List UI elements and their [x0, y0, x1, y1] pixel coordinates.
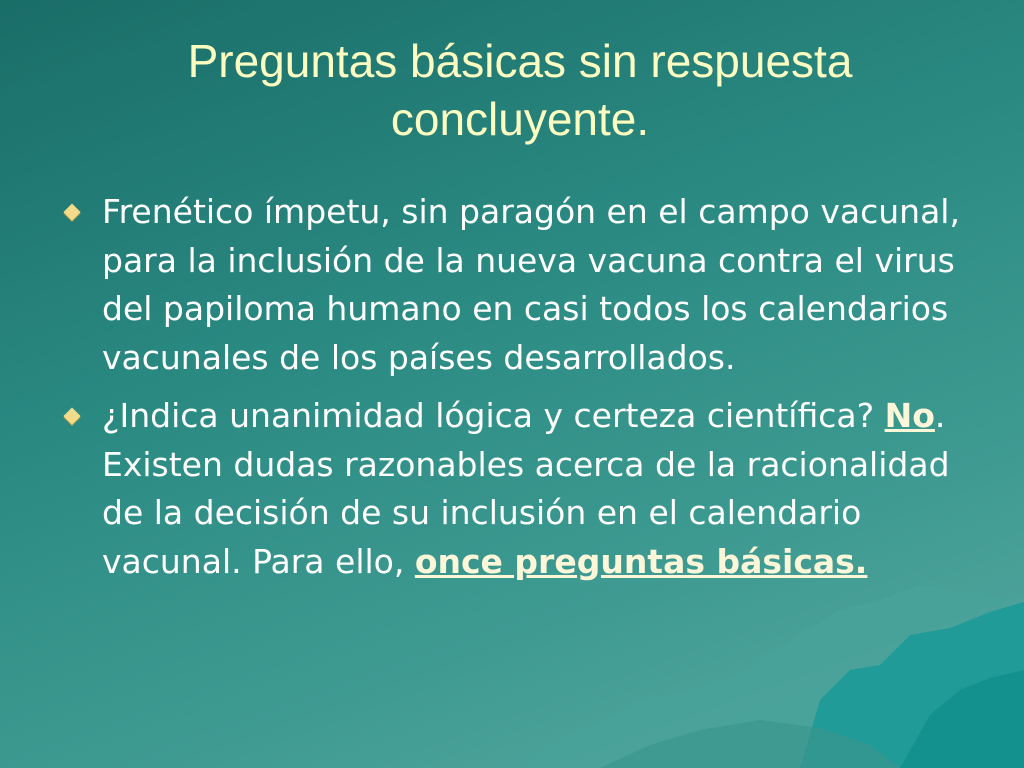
bullet-list — [60, 188, 980, 596]
bullet-text: . Existen dudas razonables acerca de la racionalidad de la decisión de su inclusión en el calendario vacunal. Para ello, — [102, 396, 950, 581]
bullet-text: Frenético ímpetu, sin paragón en el campo vacunal, para la inclusión de la nueva vacuna contra el virus del papiloma humano en casi todos los calendarios vacunales de los países desarrollados. — [102, 192, 960, 377]
diamond-bullet-icon — [64, 408, 81, 425]
bullet-item — [60, 188, 980, 382]
diamond-bullet-icon — [64, 204, 81, 221]
slide-title: Preguntas básicas sin respuesta concluyente. — [187, 35, 853, 145]
emphasis-no: No — [884, 396, 935, 435]
bullet-item — [60, 392, 980, 586]
emphasis-once-preguntas: once preguntas básicas. — [414, 541, 868, 581]
bullet-text: ¿Indica unanimidad lógica y certeza científica? — [102, 396, 885, 435]
